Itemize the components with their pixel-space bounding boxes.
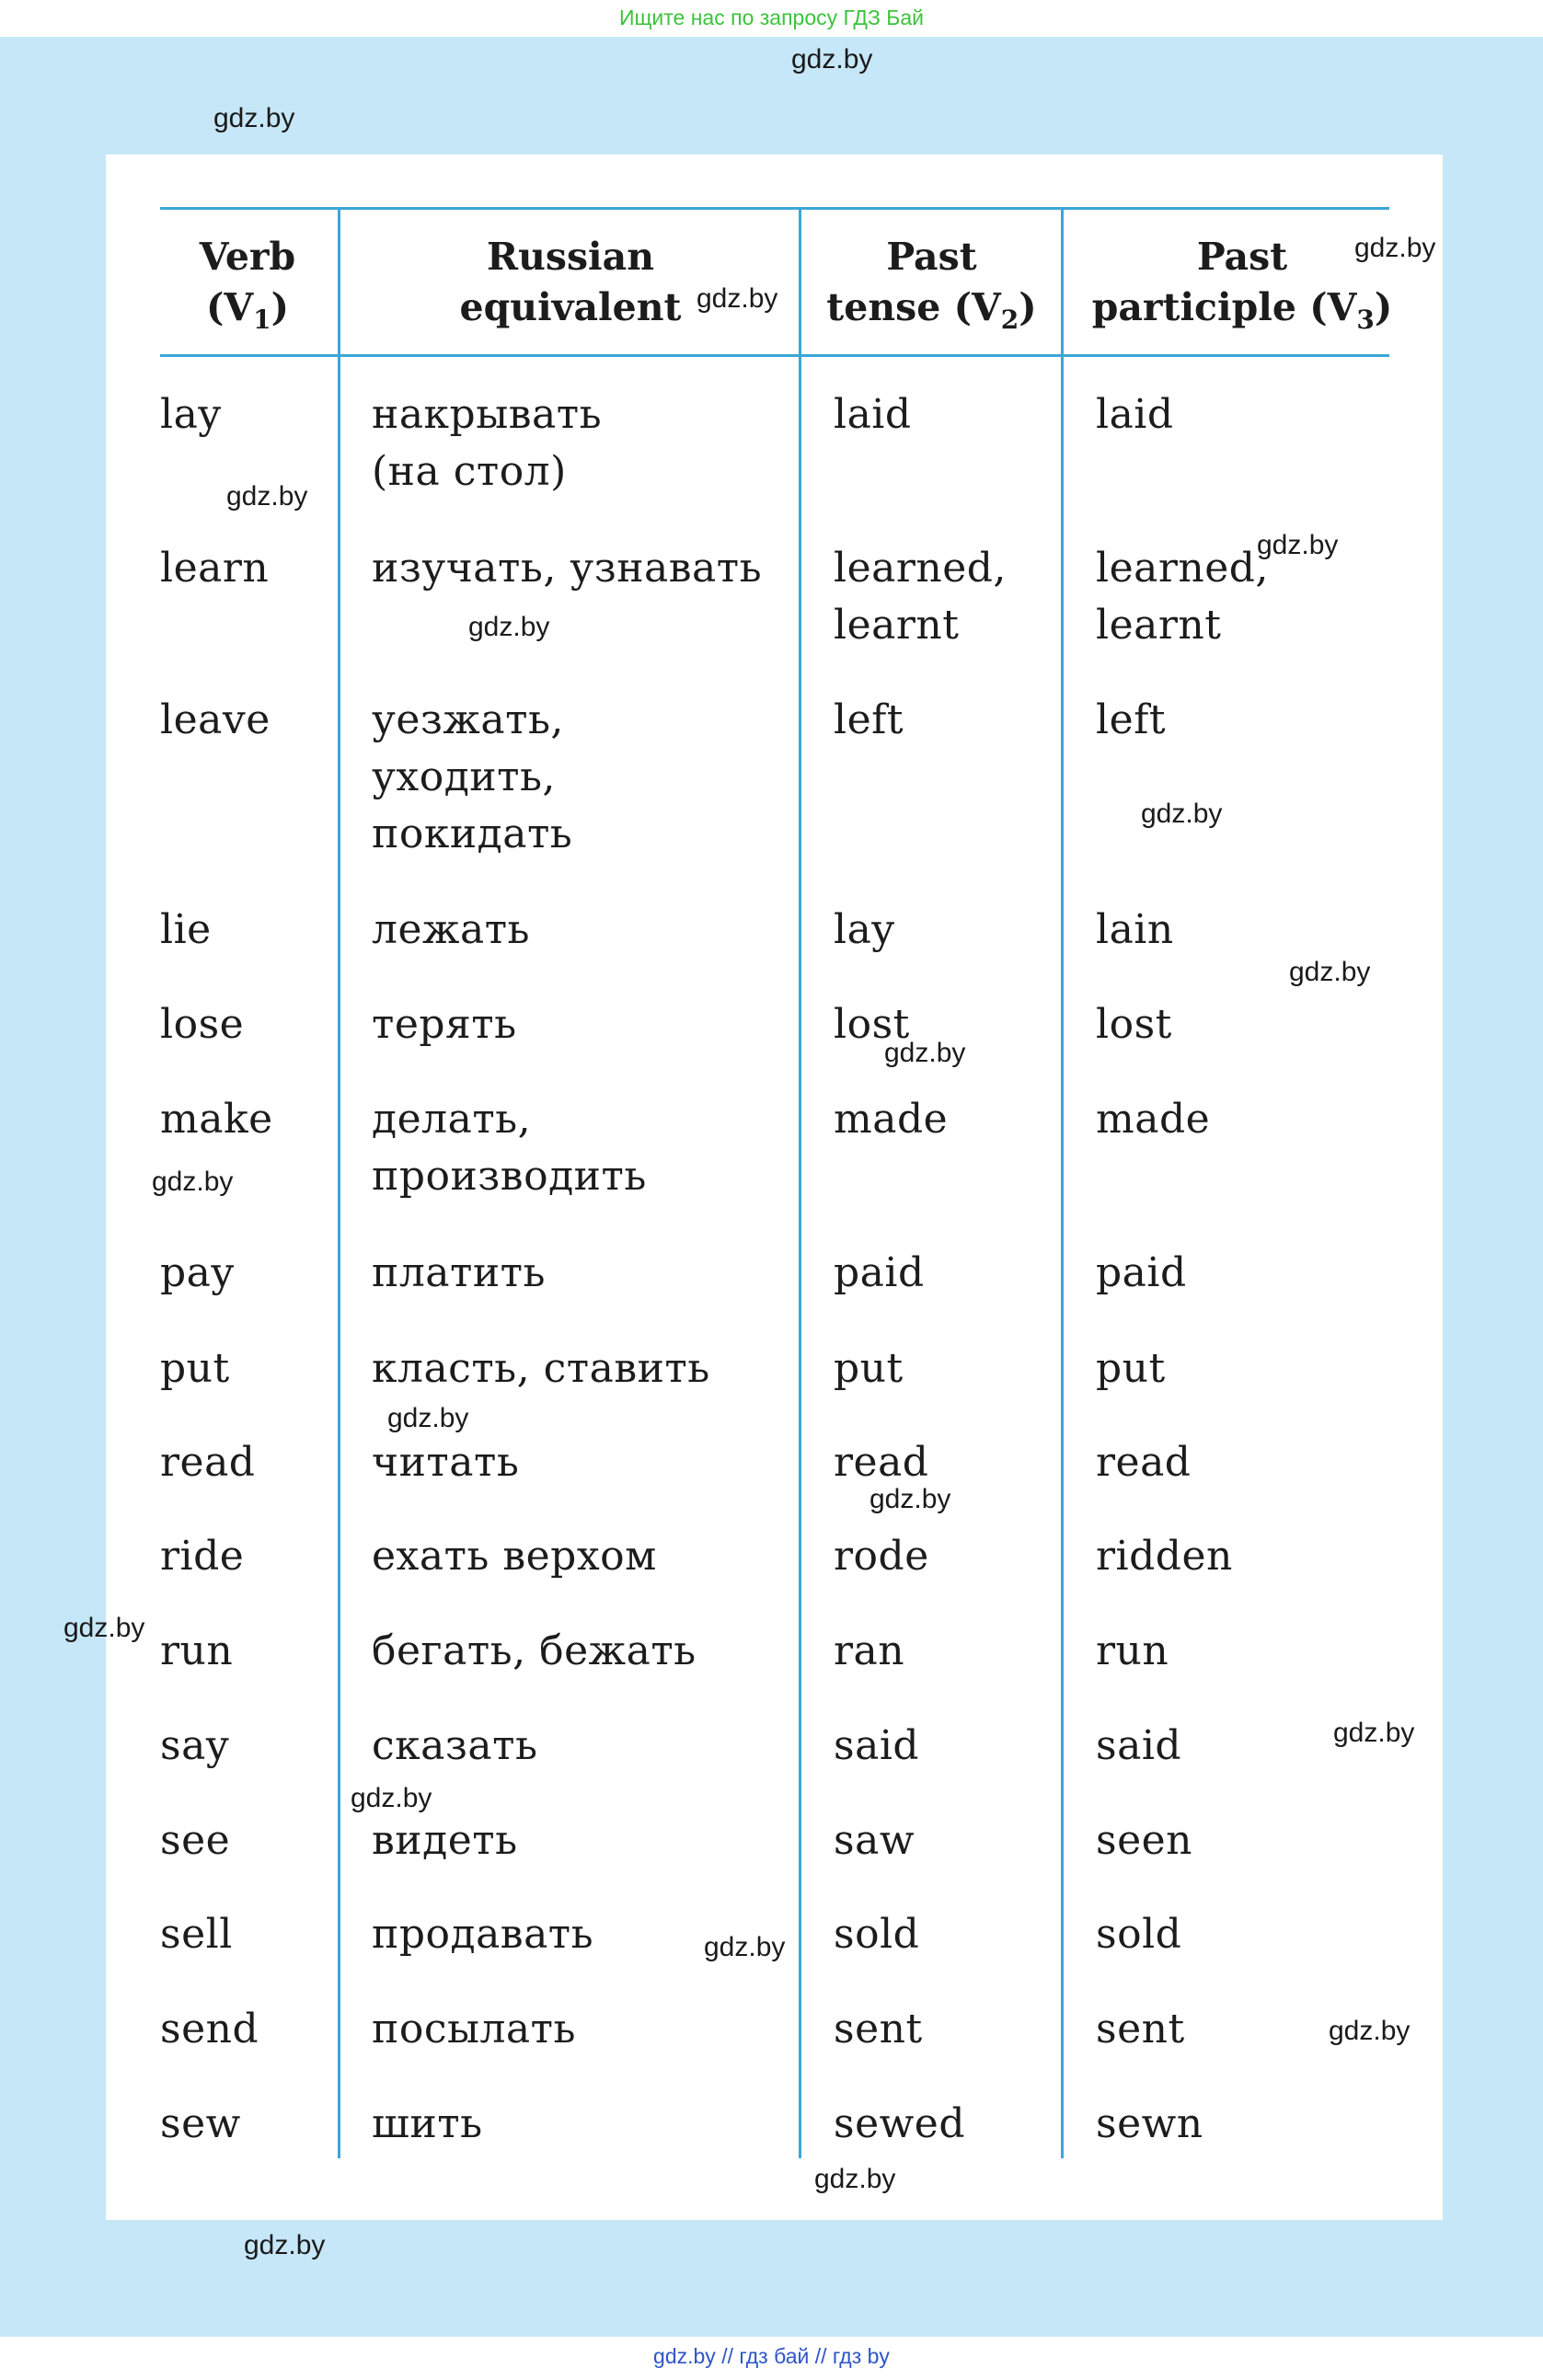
cell-verb: ride — [160, 1533, 245, 1580]
cell-past-participle — [1096, 996, 1172, 1053]
cell-past-tense — [834, 1528, 929, 1585]
cell-line: paid — [1096, 1249, 1187, 1296]
cell-line: бегать, бежать — [372, 1627, 697, 1674]
cell-line: sent — [834, 2006, 923, 2052]
watermark: gdz.by — [697, 283, 778, 314]
cell-line: put — [1096, 1345, 1166, 1392]
cell-past-tense — [834, 2001, 923, 2058]
column-divider-2 — [799, 210, 801, 2158]
cell-line: sewed — [834, 2100, 965, 2147]
cell-past-participle — [1096, 1434, 1191, 1491]
watermark: gdz.by — [884, 1038, 966, 1068]
watermark: gdz.by — [791, 44, 873, 75]
cell-past-tense — [834, 1434, 928, 1491]
watermark: gdz.by — [869, 1484, 951, 1514]
cell-past-participle — [1096, 2001, 1185, 2058]
cell-past-tense — [834, 2096, 965, 2153]
cell-verb: lie — [160, 906, 212, 953]
cell-verb: lose — [160, 1001, 245, 1048]
cell-past-tense — [834, 540, 1007, 654]
cell-line: покидать — [372, 811, 573, 857]
cell-line: видеть — [372, 1817, 518, 1864]
cell-russian — [372, 2096, 483, 2153]
cell-line: rode — [834, 1533, 929, 1580]
cell-verb: see — [160, 1817, 231, 1864]
footer-links: gdz.by // гдз бай // гдз by — [653, 2344, 890, 2368]
watermark: gdz.by — [1354, 233, 1436, 263]
header-verb: Verb $(V_1)$ — [199, 235, 296, 336]
cell-russian — [372, 996, 517, 1053]
cell-line: лежать — [372, 906, 530, 953]
cell-verb: put — [160, 1345, 230, 1392]
cell-verb: make — [160, 1096, 273, 1143]
cell-line: сказать — [372, 1722, 538, 1769]
cell-past-tense — [834, 1091, 948, 1148]
cell-line: (на стол) — [372, 448, 567, 495]
cell-line: читать — [372, 1439, 520, 1486]
header-past-participle: Past participle $(V_3)$ — [1091, 235, 1393, 336]
cell-past-participle — [1096, 1528, 1233, 1585]
cell-line: paid — [834, 1249, 925, 1296]
cell-line: saw — [834, 1817, 915, 1864]
cell-verb: leave — [160, 696, 271, 743]
cell-past-tense — [834, 1340, 904, 1397]
cell-line: read — [834, 1439, 929, 1486]
cell-past-participle — [1096, 1340, 1166, 1397]
cell-line: learned, — [834, 545, 1007, 592]
cell-line: learnt — [834, 602, 960, 649]
cell-russian — [372, 1812, 518, 1869]
cell-line: run — [1096, 1627, 1169, 1674]
cell-line: made — [834, 1096, 949, 1143]
watermark: gdz.by — [244, 2230, 326, 2260]
cell-past-participle — [1096, 1812, 1192, 1869]
cell-russian — [372, 540, 762, 597]
header-bottom-rule — [160, 354, 1389, 357]
cell-line: шить — [372, 2100, 483, 2147]
watermark: gdz.by — [468, 612, 550, 642]
top-banner: Ищите нас по запросу ГДЗ Бай — [0, 0, 1543, 37]
column-divider-3 — [1061, 210, 1064, 2158]
cell-past-participle — [1096, 1718, 1181, 1775]
cell-verb: send — [160, 2006, 259, 2052]
watermark: gdz.by — [351, 1783, 432, 1813]
cell-verb: say — [160, 1722, 230, 1769]
cell-past-tense — [834, 902, 895, 959]
cell-line: sold — [834, 1911, 920, 1958]
cell-line: посылать — [372, 2006, 576, 2052]
cell-past-tense — [834, 386, 912, 443]
column-divider-1 — [338, 210, 340, 2158]
cell-line: lost — [1096, 1001, 1172, 1048]
cell-past-participle — [1096, 540, 1269, 654]
table-top-rule — [160, 207, 1389, 210]
cell-verb: read — [160, 1439, 256, 1486]
cell-russian — [372, 386, 602, 500]
cell-past-participle — [1096, 386, 1174, 443]
cell-past-tense — [834, 1812, 915, 1869]
cell-past-participle — [1096, 2096, 1203, 2153]
watermark: gdz.by — [152, 1167, 234, 1197]
cell-line: read — [1096, 1439, 1192, 1486]
cell-line: sent — [1096, 2006, 1185, 2052]
cell-line: said — [1096, 1722, 1182, 1769]
watermark: gdz.by — [1329, 2016, 1411, 2046]
cell-past-participle — [1096, 692, 1166, 749]
cell-line: seen — [1096, 1817, 1192, 1864]
cell-line: laid — [1096, 391, 1174, 438]
cell-line: уезжать, — [372, 696, 564, 743]
cell-past-participle — [1096, 1091, 1210, 1148]
cell-line: изучать, узнавать — [372, 545, 763, 592]
table-card — [106, 155, 1443, 2220]
watermark: gdz.by — [1141, 799, 1223, 829]
header-past-tense: Past tense $(V_2)$ — [826, 235, 1037, 336]
cell-russian — [372, 692, 572, 863]
cell-past-participle — [1096, 1623, 1169, 1680]
cell-past-tense — [834, 1906, 919, 1963]
cell-russian — [372, 1906, 593, 1963]
cell-line: laid — [834, 391, 912, 438]
cell-verb: sew — [160, 2100, 241, 2147]
cell-line: делать, — [372, 1096, 532, 1143]
cell-russian — [372, 1528, 657, 1585]
cell-line: learnt — [1096, 602, 1222, 649]
watermark: gdz.by — [814, 2164, 896, 2194]
cell-line: put — [834, 1345, 904, 1392]
watermark: gdz.by — [226, 481, 308, 512]
cell-line: learned, — [1096, 545, 1269, 592]
watermark: gdz.by — [1289, 957, 1371, 987]
watermark: gdz.by — [387, 1403, 469, 1433]
cell-line: продавать — [372, 1911, 594, 1958]
watermark: gdz.by — [213, 103, 295, 133]
cell-line: производить — [372, 1153, 647, 1200]
cell-line: уходить, — [372, 753, 556, 800]
cell-line: терять — [372, 1001, 517, 1048]
cell-past-tense — [834, 1718, 919, 1775]
cell-line: sewn — [1096, 2100, 1203, 2147]
cell-past-participle — [1096, 1245, 1187, 1302]
header-russian: Russian equivalent — [459, 235, 682, 329]
cell-past-tense — [834, 1623, 904, 1680]
cell-russian — [372, 1623, 697, 1680]
cell-verb: lay — [160, 391, 222, 438]
cell-line: said — [834, 1722, 920, 1769]
watermark: gdz.by — [704, 1932, 786, 1962]
cell-line: lost — [834, 1001, 910, 1048]
cell-russian — [372, 1718, 537, 1775]
cell-russian — [372, 2001, 576, 2058]
cell-line: lay — [834, 906, 895, 953]
cell-line: sold — [1096, 1911, 1182, 1958]
cell-verb: pay — [160, 1249, 235, 1296]
cell-line: left — [1096, 696, 1167, 743]
watermark: gdz.by — [1333, 1718, 1415, 1748]
cell-line: накрывать — [372, 391, 603, 438]
watermark: gdz.by — [63, 1613, 145, 1643]
cell-line: lain — [1096, 906, 1174, 953]
cell-past-participle — [1096, 902, 1174, 959]
cell-verb: run — [160, 1627, 234, 1674]
cell-russian — [372, 1245, 546, 1302]
cell-russian — [372, 1434, 519, 1491]
cell-verb: learn — [160, 545, 270, 592]
cell-russian — [372, 902, 530, 959]
cell-past-tense — [834, 692, 904, 749]
cell-verb: sell — [160, 1911, 233, 1958]
cell-past-participle — [1096, 1906, 1181, 1963]
cell-line: ran — [834, 1627, 905, 1674]
cell-russian — [372, 1340, 710, 1397]
watermark: gdz.by — [1257, 530, 1339, 560]
cell-past-tense — [834, 1245, 925, 1302]
cell-line: ехать верхом — [372, 1533, 657, 1580]
cell-line: made — [1096, 1096, 1211, 1143]
cell-line: left — [834, 696, 904, 743]
cell-line: платить — [372, 1249, 546, 1296]
cell-line: ridden — [1096, 1533, 1233, 1580]
cell-line: класть, ставить — [372, 1345, 710, 1392]
cell-russian — [372, 1091, 647, 1205]
